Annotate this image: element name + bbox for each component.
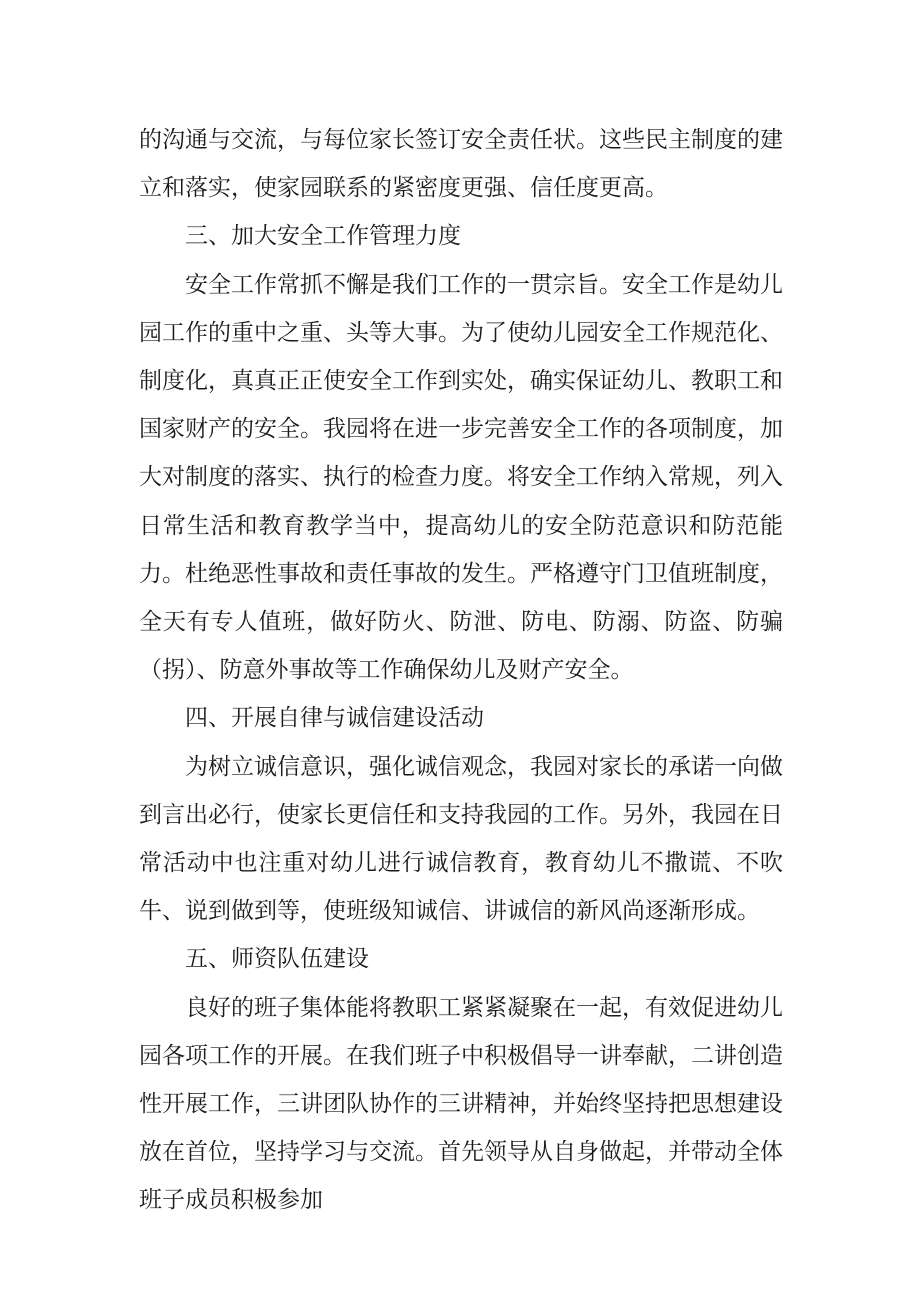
section-heading-teachers: 五、师资队伍建设 (185, 946, 369, 973)
section-heading-integrity: 四、开展自律与诚信建设活动 (185, 705, 484, 732)
document-body (139, 116, 783, 1225)
section-heading-safety: 三、加大安全工作管理力度 (185, 223, 461, 250)
paragraph-safety: 安全工作常抓不懈是我们工作的一贯宗旨。安全工作是幼儿园工作的重中之重、头等大事。为了使幼儿园安全工作规范化、制度化，真真正正使安全工作到实处，确实保证幼儿、教职工和国家财产的安全。我园将在进一步完善安全工作的各项制度，加大对制度的落实、执行的检查力度。将安全工作纳入常规，列入日常生活和教育教学当中，提高幼儿的安全防范意识和防范能力。杜绝恶性事故和责任事故的发生。严格遵守门卫值班制度，全天有专人值班，做好防火、防泄、防电、防溺、防盗、防骗（拐）、防意外事故等工作确保幼儿及财产安全。 (139, 271, 783, 684)
paragraph-continuation: 的沟通与交流，与每位家长签订安全责任状。这些民主制度的建立和落实，使家园联系的紧密度更强、信任度更高。 (139, 127, 783, 202)
paragraph-integrity: 为树立诚信意识，强化诚信观念，我园对家长的承诺一向做到言出必行，使家长更信任和支持我园的工作。另外，我园在日常活动中也注重对幼儿进行诚信教育，教育幼儿不撒谎、不吹牛、说到做到等，使班级知诚信、讲诚信的新风尚逐渐形成。 (139, 753, 783, 925)
paragraph-teachers: 良好的班子集体能将教职工紧紧凝聚在一起，有效促进幼儿园各项工作的开展。在我们班子中积极倡导一讲奉献，二讲创造性开展工作，三讲团队协作的三讲精神，并始终坚持把思想建设放在首位，坚持学习与交流。首先领导从自身做起，并带动全体班子成员积极参加 (139, 994, 783, 1214)
